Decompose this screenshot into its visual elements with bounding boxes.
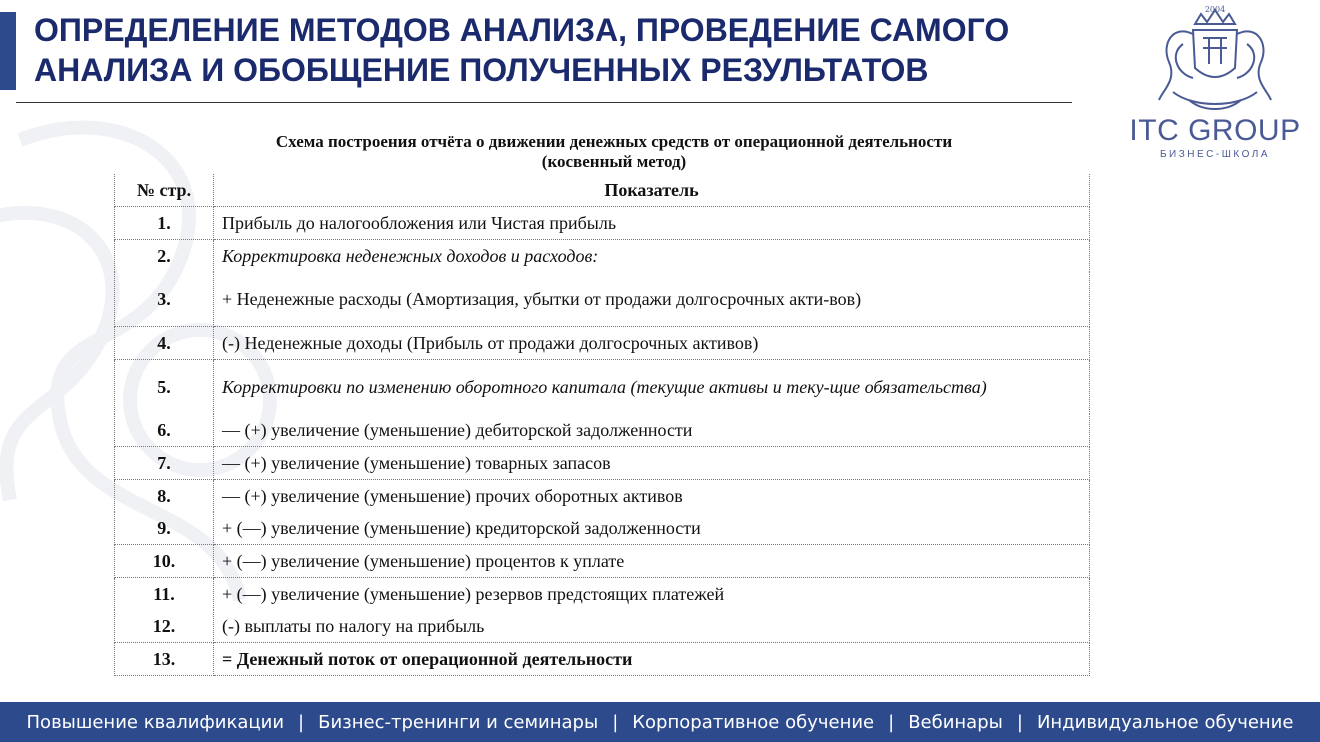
footer-separator: | [1016,711,1023,733]
row-number: 7. [115,447,214,480]
row-number: 2. [115,240,214,273]
table-row [115,643,1090,676]
crest-emblem-icon [1153,4,1277,114]
row-text: + (—) увеличение (уменьшение) кредиторской задолженности [214,512,1090,545]
row-text: — (+) увеличение (уменьшение) прочих оборотных активов [214,480,1090,513]
footer-bar [0,702,1320,742]
table-row [115,327,1090,360]
cash-flow-table [114,174,1090,676]
table-row [115,578,1090,611]
table-row [115,240,1090,273]
row-text: (-) Неденежные доходы (Прибыль от продажи долгосрочных активов) [214,327,1090,360]
footer-item-trainings: Бизнес-тренинги и семинары [318,711,599,733]
column-header-number: № стр. [115,174,214,207]
table-row [115,360,1090,415]
table-row [115,414,1090,447]
table-caption [114,132,1114,172]
table-caption-line-1: Схема построения отчёта о движении денежных средств от операционной деятельности [275,132,953,151]
row-number: 8. [115,480,214,513]
logo-name: ITC GROUP [1129,114,1301,147]
page-title [34,10,1054,90]
footer-item-qualification: Повышение квалификации [26,711,285,733]
row-number: 11. [115,578,214,611]
row-text: = Денежный поток от операционной деятельности [214,643,1090,676]
row-text: Прибыль до налогообложения или Чистая прибыль [214,207,1090,240]
row-number: 4. [115,327,214,360]
row-text: + Неденежные расходы (Амортизация, убытки от продажи долгосрочных акти-вов) [214,272,1090,327]
footer-separator: | [612,711,619,733]
title-divider [16,102,1072,103]
row-text: Корректировки по изменению оборотного капитала (текущие активы и теку-щие обязательства) [214,360,1090,415]
row-number: 3. [115,272,214,327]
logo-subtitle: БИЗНЕС-ШКОЛА [1159,149,1270,160]
logo-year: 2004 [1204,5,1226,14]
row-text: + (—) увеличение (уменьшение) процентов к уплате [214,545,1090,578]
footer-item-webinars: Вебинары [908,711,1003,733]
table-row [115,480,1090,513]
table-row [115,512,1090,545]
table-caption-line-2: (косвенный метод) [541,152,687,171]
table-header-row [115,174,1090,207]
row-text: (-) выплаты по налогу на прибыль [214,610,1090,643]
row-text: Корректировка неденежных доходов и расходов: [214,240,1090,273]
footer-separator: | [888,711,895,733]
table-row [115,545,1090,578]
row-text: — (+) увеличение (уменьшение) товарных запасов [214,447,1090,480]
row-number: 9. [115,512,214,545]
row-text: + (—) увеличение (уменьшение) резервов предстоящих платежей [214,578,1090,611]
footer-separator: | [298,711,305,733]
row-number: 5. [115,360,214,415]
table-row [115,447,1090,480]
title-accent-bar [0,12,16,90]
table-row [115,272,1090,327]
row-number: 10. [115,545,214,578]
row-number: 6. [115,414,214,447]
table-row [115,207,1090,240]
row-number: 1. [115,207,214,240]
row-number: 13. [115,643,214,676]
row-number: 12. [115,610,214,643]
footer-item-corporate: Корпоративное обучение [632,711,875,733]
page-title-line-1: ОПРЕДЕЛЕНИЕ МЕТОДОВ АНАЛИЗА, ПРОВЕДЕНИЕ САМОГО [34,12,1010,48]
row-text: — (+) увеличение (уменьшение) дебиторской задолженности [214,414,1090,447]
itc-group-logo [1120,4,1310,164]
footer-item-individual: Индивидуальное обучение [1036,711,1294,733]
column-header-indicator: Показатель [214,174,1090,207]
table-row [115,610,1090,643]
page-title-line-2: АНАЛИЗА И ОБОБЩЕНИЕ ПОЛУЧЕННЫХ РЕЗУЛЬТАТОВ [34,52,929,88]
